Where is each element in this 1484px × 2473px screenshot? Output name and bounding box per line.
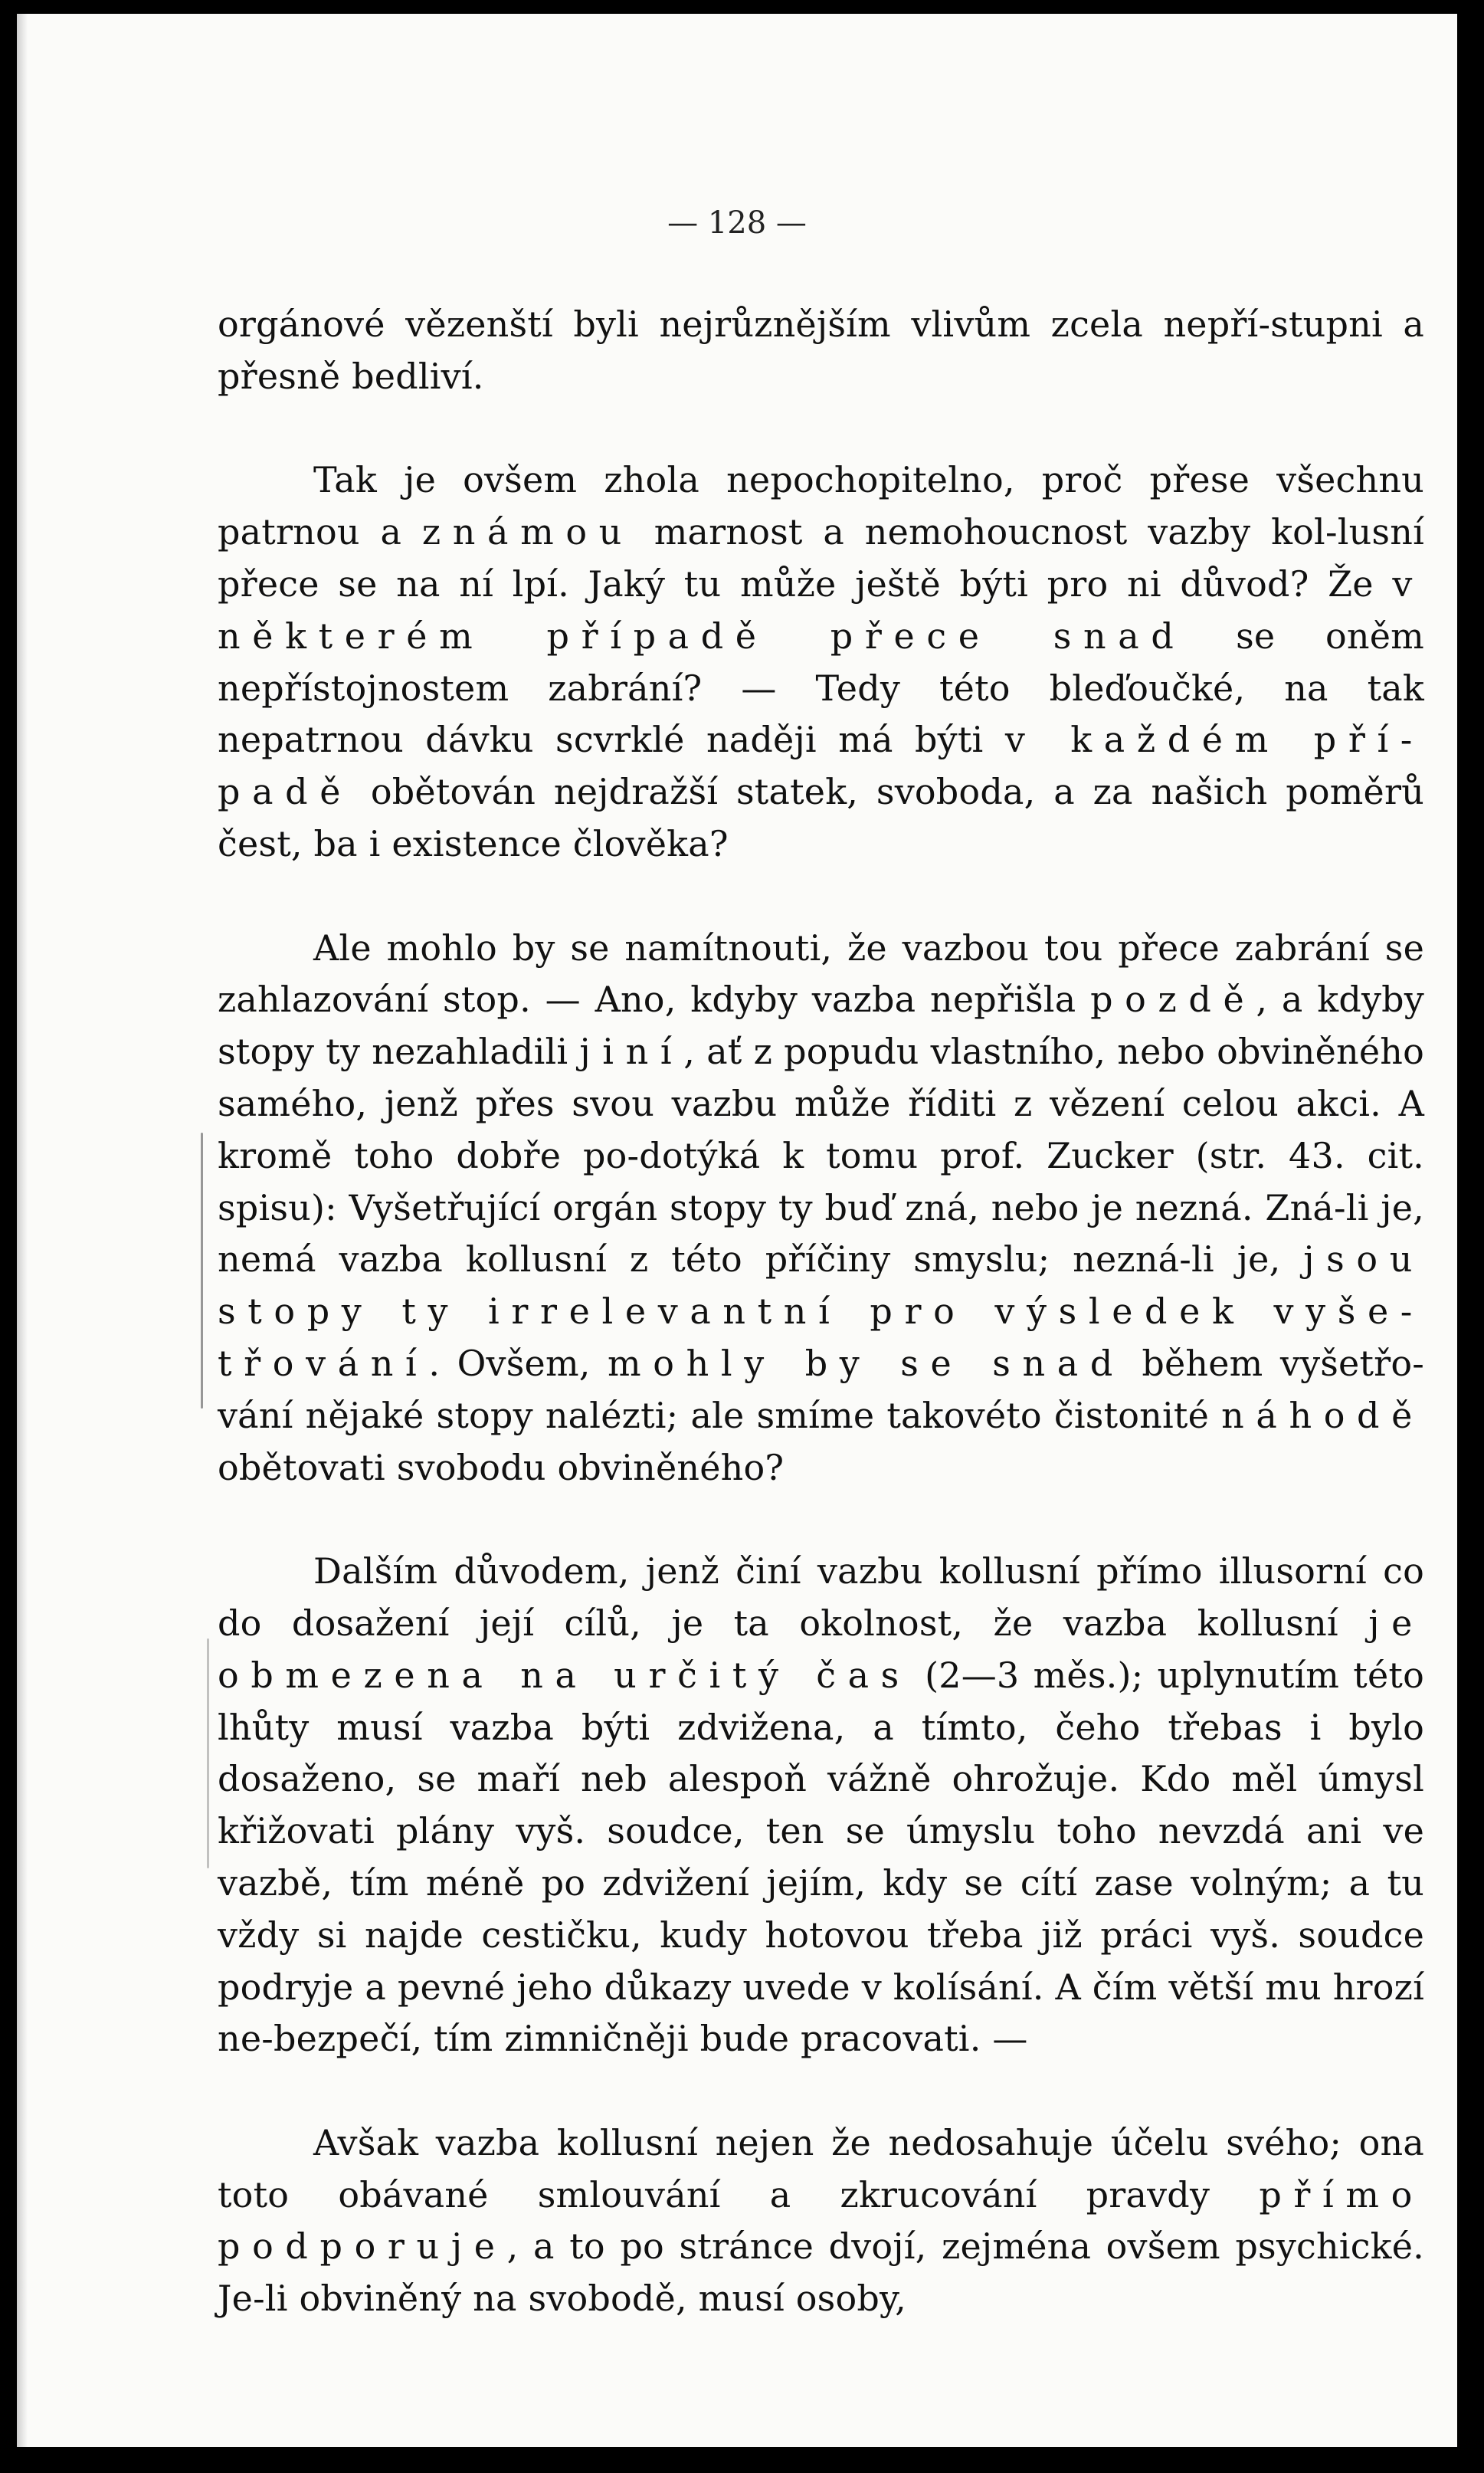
text-run: . Ovšem, [428, 1342, 608, 1384]
page-gutter-shadow [17, 14, 28, 2447]
paragraph-3 [218, 923, 1424, 1494]
text-run: Avšak vazba kollusní nejen že nedosahuje účelu svého; ona toto obávané smlouvání a zkrucování pravdy [218, 2121, 1424, 2216]
text-run: se oněm nepřístojnostem zabrání? — Tedy této bleďoučké, na tak nepatrnou dávku scvrklé naději má býti [218, 615, 1424, 761]
text-run: , a kdyby stopy ty nezahladili [218, 979, 1424, 1073]
emphasized-text: v každém pří-padě [218, 719, 1424, 813]
emphasized-text: mohly by se snad [608, 1342, 1125, 1384]
text-run: obětován nejdražší statek, svoboda, a za našich poměrů čest, ba i existence člověka? [218, 771, 1424, 864]
emphasized-text: jiní [579, 1031, 684, 1073]
text-run: marnost a nemohoucnost vazby kol-lusní přece se na ní lpí. Jaký tu může ještě býti pro ni důvod? Že [218, 511, 1424, 605]
text-run: Tak je ovšem zhola nepochopitelno, proč přese všechnu patrnou a [218, 459, 1424, 553]
emphasized-text: pozdě [1090, 979, 1256, 1021]
text-run: Dalším důvodem, jenž činí vazbu kollusní přímo illusorní co do dosažení její cílů, je ta okolnost, že vazba kollusní [218, 1550, 1424, 1644]
text-run: (2—3 měs.); uplynutím této lhůty musí vazba býti zdvižena, a tímto, čeho třebas i bylo dosaženo, se maří neb alespoň vážně ohrožuje. Kdo měl úmysl křižovati plány vyš. soudce, ten se úmyslu toho nevzdá ani ve vazbě, tím méně po zdvižení jejím, kdy se cítí zase volným; a tu vždy si najde cestičku, kudy hotovou třeba již práci vyš. soudce podryje a pevné jeho důkazy uvede v kolísání. A čím větší mu hrozí ne-bezpečí, tím zimničněji bude pracovati. — [218, 1654, 1424, 2060]
text-run: , a to po stránce dvojí, zejména ovšem psychické. Je-li obviněný na svobodě, musí osoby, [218, 2225, 1424, 2320]
text-run: orgánové vězenští byli nejrůznějším vlivům zcela nepří-stupni a přesně bedliví. [218, 303, 1424, 397]
emphasized-text: v některém případě přece snad [218, 562, 1424, 657]
text-run: , ať z popudu vlastního, nebo obviněného samého, jenž přes svou vazbu může říditi z vězení celou akci. A kromě toho dobře po-dotýká k tomu prof. Zucker (str. 43. cit. spisu): Vyšetřující orgán stopy ty buď zná, nebo je nezná. Zná-li je, nemá vazba kollusní z této příčiny smyslu; nezná-li je, [218, 1031, 1424, 1281]
paragraph-5 [218, 2117, 1424, 2325]
emphasized-text: jsou stopy ty irrelevantní pro výsledek vyše-třování [218, 1238, 1424, 1384]
emphasized-text: je obmezena na určitý čas [218, 1602, 1424, 1696]
margin-pencil-mark [201, 1133, 203, 1409]
margin-pencil-mark [207, 1638, 209, 1868]
emphasized-text: známou [421, 511, 634, 553]
book-page [17, 14, 1457, 2447]
emphasized-text: přímo podporuje [218, 2173, 1424, 2268]
page-number: — 128 — [667, 205, 807, 241]
body-text [218, 299, 1424, 2325]
emphasized-text: náhodě [1221, 1394, 1424, 1436]
text-run: během vyšetřo-vání nějaké stopy nalézti; ale smíme takovéto čistonité [218, 1342, 1424, 1436]
paragraph-2 [218, 454, 1424, 870]
paragraph-1 [218, 299, 1424, 403]
paragraph-4 [218, 1546, 1424, 2065]
text-run: Ale mohlo by se namítnouti, že vazbou tou přece zabrání se zahlazování stop. — Ano, kdyby vazba nepřišla [218, 927, 1424, 1021]
text-run: obětovati svobodu obviněného? [218, 1446, 785, 1488]
